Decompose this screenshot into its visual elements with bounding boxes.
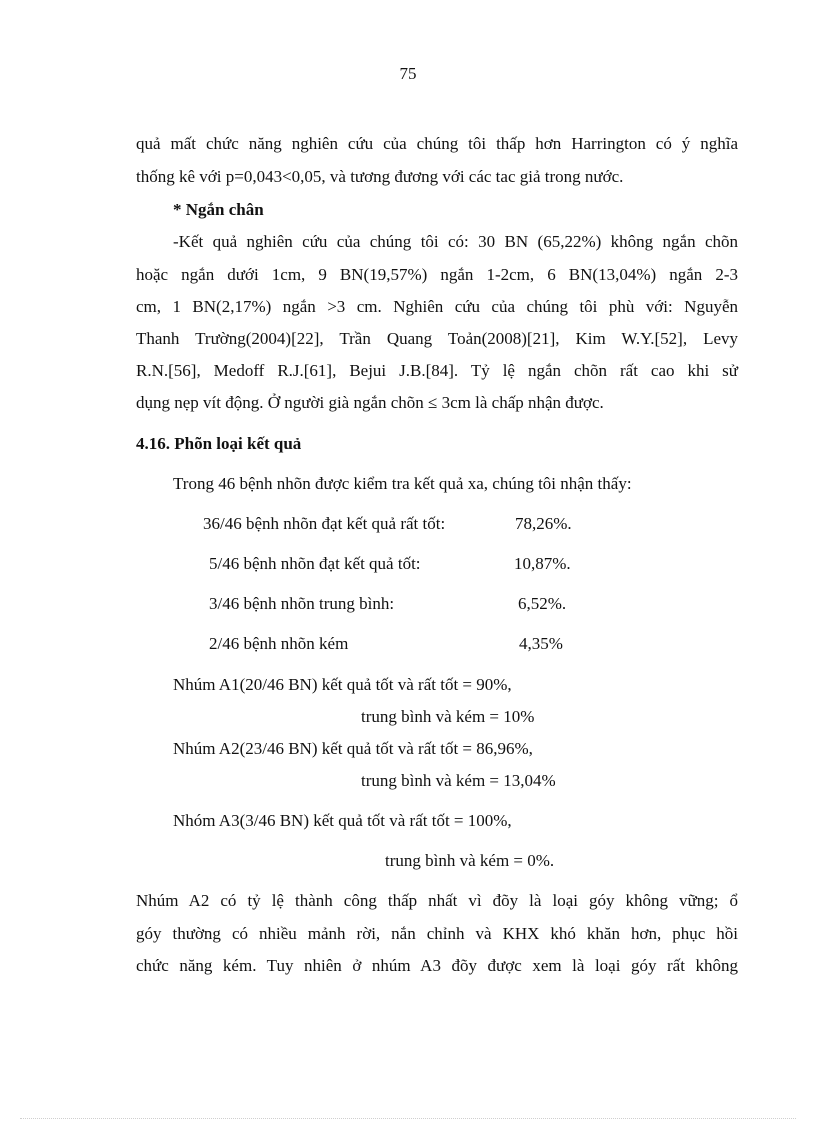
result-label: 3/46 bệnh nhõn trung bình: (209, 594, 395, 613)
result-label: 36/46 bệnh nhõn đạt kết quả rất tốt: (203, 514, 446, 533)
group-line: trung bình và kém = 0%. (385, 851, 555, 870)
section-heading: * Ngắn chân (173, 200, 264, 219)
page-border-line (20, 1118, 796, 1119)
paragraph-line: thống kê với p=0,043<0,05, và tương đương với các tac giả trong nước. (136, 167, 624, 186)
result-label: 2/46 bệnh nhõn kém (209, 634, 349, 653)
group-line: trung bình và kém = 13,04% (361, 771, 556, 790)
group-line: Nhóm A3(3/46 BN) kết quả tốt và rất tốt = 100%, (173, 811, 512, 830)
paragraph-line: Nhúm A2 có tỷ lệ thành công thấp nhất vì đõy là loại góy không vững; ổ (136, 891, 738, 910)
result-label: 5/46 bệnh nhõn đạt kết quả tốt: (209, 554, 421, 573)
result-value: 6,52%. (518, 594, 567, 613)
intro-line: Trong 46 bệnh nhõn được kiểm tra kết quả xa, chúng tôi nhận thấy: (173, 474, 632, 493)
paragraph-line: cm, 1 BN(2,17%) ngắn >3 cm. Nghiên cứu của chúng tôi phù với: Nguyễn (136, 297, 738, 316)
paragraph-line: dụng nẹp vít động. Ở người già ngắn chõn ≤ 3cm là chấp nhận được. (136, 393, 604, 412)
group-line: Nhúm A1(20/46 BN) kết quả tốt và rất tốt = 90%, (173, 675, 512, 694)
paragraph-line: Thanh Trường(2004)[22], Trần Quang Toản(2008)[21], Kim W.Y.[52], Levy (136, 329, 738, 348)
paragraph-line: hoặc ngắn dưới 1cm, 9 BN(19,57%) ngắn 1-2cm, 6 BN(13,04%) ngắn 2-3 (136, 265, 738, 284)
result-value: 78,26%. (515, 514, 572, 533)
group-line: Nhúm A2(23/46 BN) kết quả tốt và rất tốt = 86,96%, (173, 739, 533, 758)
section-heading: 4.16. Phõn loại kết quả (136, 434, 302, 453)
paragraph-line: góy thường có nhiều mảnh rời, nắn chỉnh và KHX khó khăn hơn, phục hồi (136, 924, 738, 943)
result-value: 4,35% (519, 634, 563, 653)
result-value: 10,87%. (514, 554, 571, 573)
group-line: trung bình và kém = 10% (361, 707, 535, 726)
paragraph-line: R.N.[56], Medoff R.J.[61], Bejui J.B.[84]. Tỷ lệ ngắn chõn rất cao khi sử (136, 361, 738, 380)
paragraph-line: -Kết quả nghiên cứu của chúng tôi có: 30 BN (65,22%) không ngắn chõn (173, 232, 738, 251)
paragraph-line: chức năng kém. Tuy nhiên ở nhúm A3 đõy được xem là loại góy rất không (136, 956, 738, 975)
page-number: 75 (399, 64, 417, 83)
paragraph-line: quả mất chức năng nghiên cứu của chúng tôi thấp hơn Harrington có ý nghĩa (136, 134, 738, 153)
